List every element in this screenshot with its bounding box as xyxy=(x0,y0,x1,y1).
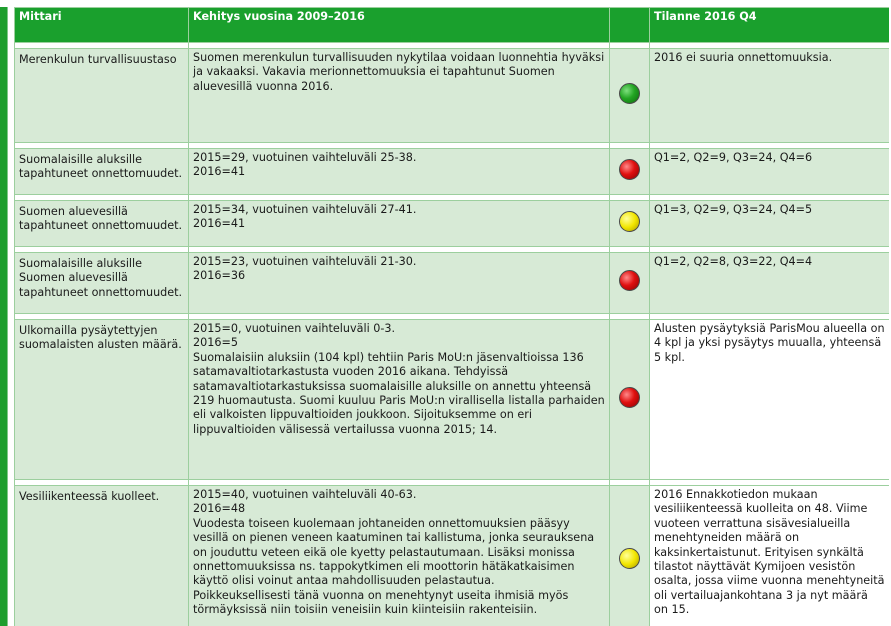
table-row xyxy=(15,49,890,143)
kehitys-text: Vuodesta toiseen kuolemaan johtaneiden onnettomuuksien pääsyy vesillä on pienen veneen kaatuminen tai kallistuma, jonka seurauksena on jouduttu veteen eikä ole kyetty pelastautumaan. Lisäksi monissa onnettomuuksissa ns. tappokytkimen eli moottorin hätäkatkaisimen käyttö olisi voinut antaa mahdollisuuden pelastautua. xyxy=(193,516,595,588)
mittari-cell: Merenkulun turvallisuustaso xyxy=(15,49,189,143)
indicator-cell xyxy=(610,486,650,626)
tilanne-cell: Q1=3, Q2=9, Q3=24, Q4=5 xyxy=(650,201,890,247)
kehitys-cell xyxy=(189,149,610,195)
red-status-light-icon xyxy=(619,387,640,408)
tilanne-cell: Q1=2, Q2=8, Q3=22, Q4=4 xyxy=(650,253,890,314)
kehitys-text: 2016=36 xyxy=(193,269,246,283)
red-status-light-icon xyxy=(619,270,640,291)
red-status-light-icon xyxy=(619,159,640,180)
indicator-cell xyxy=(610,49,650,143)
kehitys-text: Suomalaisiin aluksiin (104 kpl) tehtiin Paris MoU:n jäsenvaltioissa 136 satamavaltiotarkastusta vuoden 2016 aikana. Tehdyissä satamavaltiotarkastuksissa suomalaisille aluksille on annettu yhteensä 219 huomautusta. Suomi kuuluu Paris MoU:n virallisella listalla parhaiden eli valkoisten lippuvaltioiden joukkoon. Sijoituksemme on eri lippuvaltioiden välisessä vertailussa vuonna 2015; 14. xyxy=(193,350,605,436)
kehitys-text: 2015=29, vuotuinen vaihteluväli 25-38. xyxy=(193,151,417,164)
kehitys-text: 2015=40, vuotuinen vaihteluväli 40-63. xyxy=(193,488,417,501)
green-status-light-icon xyxy=(619,83,640,104)
mittari-cell: Ulkomailla pysäytettyjen suomalaisten alusten määrä. xyxy=(15,320,189,480)
indicator-cell xyxy=(610,253,650,314)
header-row xyxy=(15,8,890,43)
mittari-cell: Suomalaisille aluksille Suomen aluevesillä tapahtuneet onnettomuudet. xyxy=(15,253,189,314)
kehitys-text: 2015=34, vuotuinen vaihteluväli 27-41. xyxy=(193,203,417,216)
table-row xyxy=(15,253,890,314)
indicator-cell xyxy=(610,201,650,247)
header-indicator xyxy=(610,8,650,43)
kehitys-text: 2016=5 xyxy=(193,336,238,350)
tilanne-cell: 2016 Ennakkotiedon mukaan vesiliikenteessä kuolleita on 48. Viime vuoteen verrattuna sisävesialueilla menehtyneiden määrä on kaksinkertaistunut. Erityisen synkältä tilastot näyttävät Kymijoen vesistön osalta, jossa viime vuonna menehtyneitä oli vertailuajankohtana 3 ja nyt määrä on 15. xyxy=(650,486,890,626)
table-row xyxy=(15,320,890,480)
kehitys-cell xyxy=(189,320,610,480)
tilanne-cell: Alusten pysäytyksiä ParisMou alueella on 4 kpl ja yksi pysäytys muualla, yhteensä 5 kpl. xyxy=(650,320,890,480)
kehitys-cell xyxy=(189,49,610,143)
tilanne-cell: Q1=2, Q2=9, Q3=24, Q4=6 xyxy=(650,149,890,195)
left-accent-bar xyxy=(0,7,7,626)
kehitys-text: Suomen merenkulun turvallisuuden nykytilaa voidaan luonnehtia hyväksi ja vakaaksi. Vakavia merionnettomuuksia ei tapahtunut Suomen aluevesillä vuonna 2016. xyxy=(193,51,605,93)
kehitys-text: 2016=41 xyxy=(193,165,246,179)
indicator-table-container xyxy=(14,7,889,626)
kehitys-cell xyxy=(189,201,610,247)
kehitys-text: 2015=0, vuotuinen vaihteluväli 0-3. xyxy=(193,322,396,335)
indicator-cell xyxy=(610,320,650,480)
yellow-status-light-icon xyxy=(619,211,640,232)
kehitys-text: Poikkeuksellisesti tänä vuonna on menehtynyt useita ihmisiä myös törmäyksissä niin toisiin veneisiin kuin kiinteisiin rakenteisiin. xyxy=(193,588,569,617)
indicator-table xyxy=(14,7,889,626)
table-row xyxy=(15,486,890,626)
header-mittari: Mittari xyxy=(15,8,189,43)
mittari-cell: Suomen aluevesillä tapahtuneet onnettomuudet. xyxy=(15,201,189,247)
mittari-cell: Suomalaisille aluksille tapahtuneet onnettomuudet. xyxy=(15,149,189,195)
tilanne-cell: 2016 ei suuria onnettomuuksia. xyxy=(650,49,890,143)
kehitys-cell xyxy=(189,253,610,314)
indicator-cell xyxy=(610,149,650,195)
yellow-status-light-icon xyxy=(619,548,640,569)
kehitys-cell xyxy=(189,486,610,626)
kehitys-text: 2016=41 xyxy=(193,217,246,231)
table-row xyxy=(15,201,890,247)
left-accent-line xyxy=(7,7,8,626)
header-kehitys: Kehitys vuosina 2009–2016 xyxy=(189,8,610,43)
table-row xyxy=(15,149,890,195)
kehitys-text: 2015=23, vuotuinen vaihteluväli 21-30. xyxy=(193,255,417,268)
kehitys-text: 2016=48 xyxy=(193,502,246,516)
header-tilanne: Tilanne 2016 Q4 xyxy=(650,8,890,43)
mittari-cell: Vesiliikenteessä kuolleet. xyxy=(15,486,189,626)
